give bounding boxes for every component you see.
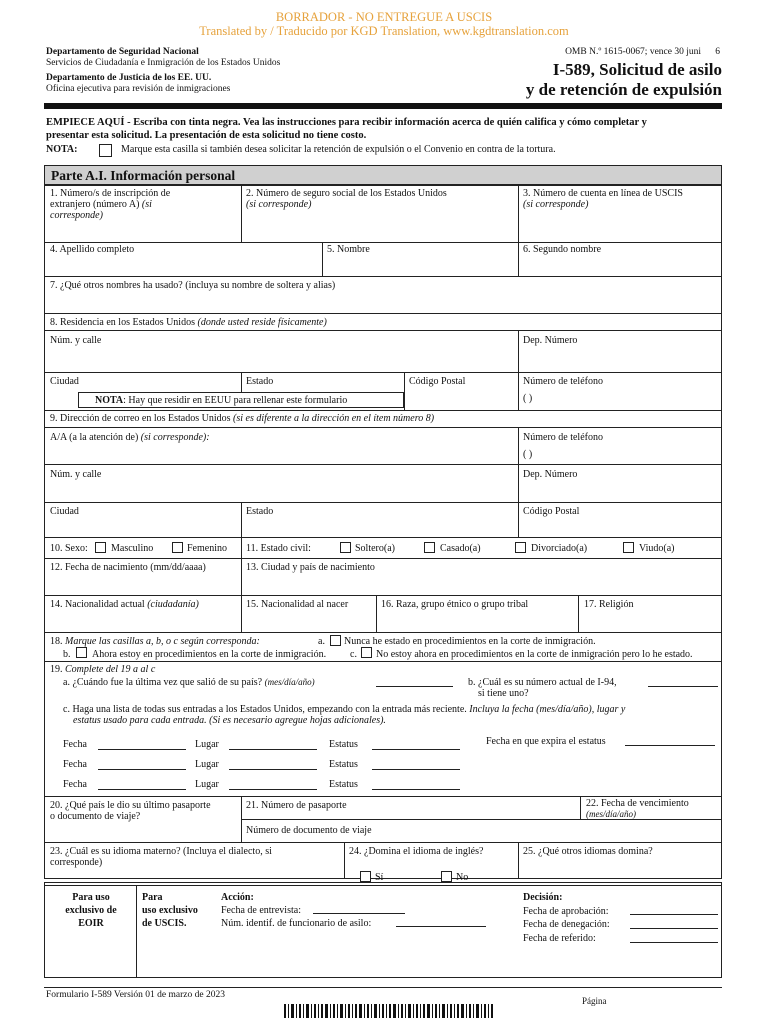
uscis-account-field[interactable] xyxy=(523,188,683,210)
entry2-status-input[interactable] xyxy=(372,769,460,770)
entry1-date-input[interactable] xyxy=(98,749,186,750)
nationality-field[interactable] xyxy=(50,599,199,610)
marital-widowed-label: Viudo(a) xyxy=(639,543,675,554)
mailing-city-field[interactable]: Ciudad xyxy=(50,506,79,517)
q10-label: 10. Sexo: xyxy=(50,543,88,554)
residence-zip-field[interactable]: Código Postal xyxy=(409,376,466,387)
marital-married-label: Casado(a) xyxy=(440,543,481,554)
mailing-apt-field[interactable]: Dep. Número xyxy=(523,469,578,480)
entry1-date-label: Fecha xyxy=(63,739,87,750)
q1-label-c: (si xyxy=(141,199,152,210)
uscis-use-1: Para xyxy=(142,892,163,903)
q9-label-b: (si es diferente a la dirección en el ítem número 8) xyxy=(233,413,435,424)
q3-label-b: (si corresponde) xyxy=(523,199,589,210)
birth-date-field[interactable]: 12. Fecha de nacimiento (mm/dd/aaaa) xyxy=(50,562,206,573)
barcode-image xyxy=(284,1004,494,1018)
q18c-label: No estoy ahora en procedimientos en la corte de inmigración pero lo he estado. xyxy=(376,649,693,660)
q22-format: (mes/día/año) xyxy=(586,809,636,819)
q9-label xyxy=(50,413,434,424)
q1-label: 1. Número/s de inscripción de xyxy=(50,188,171,199)
q23-label-b: corresponde) xyxy=(50,857,103,868)
marital-widowed-checkbox[interactable] xyxy=(623,542,634,553)
residence-state-field[interactable]: Estado xyxy=(246,376,274,387)
q19a-text: a. ¿Cuándo fue la última vez que salió de su país? xyxy=(63,677,263,688)
q18c-checkbox[interactable] xyxy=(361,647,372,658)
q18c-letter: c. xyxy=(350,649,357,660)
uscis-use-label xyxy=(142,891,198,930)
q19-instruction: Complete del 19 a al c xyxy=(65,664,156,675)
q19c-instr2: estatus usado para cada entrada. (Si es necesario agregue hojas adicionales). xyxy=(73,715,386,726)
q19c-instr: Incluya la fecha (mes/día/año), lugar y xyxy=(469,704,626,715)
q1-label-d: corresponde) xyxy=(50,210,103,221)
marital-single-checkbox[interactable] xyxy=(340,542,351,553)
entry2-date-input[interactable] xyxy=(98,769,186,770)
mailing-state-field[interactable]: Estado xyxy=(246,506,274,517)
i94-input[interactable] xyxy=(648,686,718,687)
q8-label-a: 8. Residencia en los Estados Unidos xyxy=(50,317,195,328)
marital-single-label: Soltero(a) xyxy=(355,543,395,554)
referral-date-label: Fecha de referido: xyxy=(523,932,596,944)
q19-label xyxy=(50,664,155,675)
passport-expiry-field[interactable] xyxy=(586,798,689,820)
residence-city-field[interactable]: Ciudad xyxy=(50,376,79,387)
q20-label: 20. ¿Qué país le dio su último pasaporte xyxy=(50,800,211,811)
last-departure-input[interactable] xyxy=(376,686,453,687)
approval-date-input[interactable] xyxy=(630,914,718,915)
passport-country-field[interactable] xyxy=(50,800,211,822)
native-language-field[interactable] xyxy=(50,846,272,868)
agency-block xyxy=(46,47,280,95)
doj-name: Departamento de Justicia de los EE. UU. xyxy=(46,73,212,83)
ssn-field[interactable] xyxy=(246,188,447,210)
denial-date-label: Fecha de denegación: xyxy=(523,919,610,930)
form-title-line2: y de retención de expulsión xyxy=(525,80,722,99)
q19b-label xyxy=(468,677,617,699)
q19-num: 19. xyxy=(50,664,63,675)
action-block xyxy=(221,891,371,930)
english-no-checkbox[interactable] xyxy=(441,871,452,882)
entry3-date-input[interactable] xyxy=(98,789,186,790)
q19a-format: (mes/día/año) xyxy=(264,677,315,687)
intro-instructions xyxy=(46,116,726,142)
birth-place-field[interactable]: 13. Ciudad y país de nacimiento xyxy=(246,562,375,573)
form-version: Formulario I-589 Versión 01 de marzo de 2023 xyxy=(46,990,225,1000)
dhs-name: Departamento de Seguridad Nacional xyxy=(46,47,199,57)
care-of-label-b: (si corresponde): xyxy=(140,432,210,443)
entry3-place-label: Lugar xyxy=(195,779,219,790)
interview-date-label: Fecha de entrevista: xyxy=(221,905,301,916)
mailing-phone-field[interactable]: Número de teléfono xyxy=(523,432,603,443)
english-yes-label: Sí xyxy=(375,872,384,883)
entry1-status-label: Estatus xyxy=(329,739,358,750)
english-no-label: No xyxy=(456,872,469,883)
passport-number-field[interactable]: 21. Número de pasaporte xyxy=(246,800,347,811)
q14-label: 14. Nacionalidad actual xyxy=(50,599,145,610)
q20-label-b: o documento de viaje? xyxy=(50,811,141,822)
q19b-text2: si tiene uno? xyxy=(478,688,529,699)
residence-note xyxy=(95,395,347,406)
entry1-place-input[interactable] xyxy=(229,749,317,750)
q9-label-a: 9. Dirección de correo en los Estados Unidos xyxy=(50,413,231,424)
residence-phone-field[interactable]: Número de teléfono xyxy=(523,376,603,387)
entry2-place-label: Lugar xyxy=(195,759,219,770)
q8-label-b: (donde usted reside físicamente) xyxy=(197,317,327,328)
status-expiry-label: Fecha en que expira el estatus xyxy=(486,736,606,747)
part-header xyxy=(44,165,722,185)
q18a-letter: a. xyxy=(318,636,325,647)
religion-field[interactable]: 17. Religión xyxy=(584,599,634,610)
entry1-place-label: Lugar xyxy=(195,739,219,750)
eoir-name: Oficina ejecutiva para revisión de inmigraciones xyxy=(46,84,231,94)
officer-id-label: Núm. identif. de funcionario de asilo: xyxy=(221,918,372,929)
q19c-text: c. Haga una lista de todas sus entradas a los Estados Unidos, empezando con la entrada más reciente. xyxy=(63,704,467,715)
entry3-place-input[interactable] xyxy=(229,789,317,790)
entry3-date-label: Fecha xyxy=(63,779,87,790)
first-name-field[interactable]: 5. Nombre xyxy=(327,244,370,255)
omb-text: OMB N.º 1615-0067; vence 30 juni xyxy=(565,47,701,57)
omb-number xyxy=(565,47,720,57)
part-title: Parte A.I. Información personal xyxy=(51,168,236,183)
marital-married-checkbox[interactable] xyxy=(424,542,435,553)
interview-date-input[interactable] xyxy=(313,913,405,914)
a-number-field[interactable] xyxy=(50,188,170,221)
residence-note-label: NOTA xyxy=(95,395,124,406)
residence-phone-paren: ( ) xyxy=(523,393,533,404)
decision-label: Decisión: xyxy=(523,892,563,903)
q22-label: 22. Fecha de vencimiento xyxy=(586,798,689,809)
intro-line2: presentar esta solicitud. La presentación de esta solicitud no tiene costo. xyxy=(46,130,367,141)
q18-instruction: Marque las casillas a, b, o c según corresponda: xyxy=(65,636,260,647)
care-of-field[interactable] xyxy=(50,432,210,443)
marital-divorced-checkbox[interactable] xyxy=(515,542,526,553)
denial-date-input[interactable] xyxy=(630,928,718,929)
form-title-line1: I-589, Solicitud de asilo xyxy=(552,60,722,79)
eoir-use-3: EOIR xyxy=(78,918,104,929)
note-text: Marque esta casilla si también desea solicitar la retención de expulsión o el Convenio en contra de la tortura. xyxy=(121,144,556,155)
q3-label: 3. Número de cuenta en línea de USCIS xyxy=(523,188,683,199)
q8-label xyxy=(50,317,327,328)
q2-label: 2. Número de seguro social de los Estados Unidos xyxy=(246,188,447,199)
uscis-use-3: de USCIS. xyxy=(142,918,187,929)
q1-label-b: extranjero (número A) xyxy=(50,199,140,210)
header-rule xyxy=(44,103,722,109)
q2-label-b: (si corresponde) xyxy=(246,199,312,210)
eoir-use-label xyxy=(48,891,134,930)
withholding-checkbox[interactable] xyxy=(99,144,112,157)
entry3-status-label: Estatus xyxy=(329,779,358,790)
entry2-date-label: Fecha xyxy=(63,759,87,770)
draft-banner: BORRADOR - NO ENTREGUE A USCIS xyxy=(275,10,493,24)
entry3-status-input[interactable] xyxy=(372,789,460,790)
translator-credit: Translated by / Traducido por KGD Translation, www.kgdtranslation.com xyxy=(199,24,569,38)
english-yes-checkbox[interactable] xyxy=(360,871,371,882)
intro-note xyxy=(46,144,77,155)
sex-male-checkbox[interactable] xyxy=(95,542,106,553)
referral-date-input[interactable] xyxy=(630,942,718,943)
q19c-label xyxy=(63,704,723,726)
mailing-phone-paren: ( ) xyxy=(523,449,533,460)
residence-street-field[interactable]: Núm. y calle xyxy=(50,335,102,346)
omb-page: 6 xyxy=(715,47,720,57)
officer-id-input[interactable] xyxy=(396,926,486,927)
entry2-place-input[interactable] xyxy=(229,769,317,770)
other-languages-field[interactable]: 25. ¿Qué otros idiomas domina? xyxy=(523,846,653,857)
residence-apt-field[interactable]: Dep. Número xyxy=(523,335,578,346)
eoir-use-1: Para uso xyxy=(72,892,110,903)
q18b-checkbox[interactable] xyxy=(76,647,87,658)
q18-num: 18. xyxy=(50,636,63,647)
action-label: Acción: xyxy=(221,892,254,903)
birth-nationality-field[interactable]: 15. Nacionalidad al nacer xyxy=(246,599,349,610)
middle-name-field[interactable]: 6. Segundo nombre xyxy=(523,244,602,255)
q18b-letter: b. xyxy=(63,649,71,660)
intro-line1: EMPIECE AQUÍ - Escriba con tinta negra. Vea las instrucciones para recibir información acerca de quién califica y cómo completar y xyxy=(46,117,647,128)
q23-label: 23. ¿Cuál es su idioma materno? (Incluya el dialecto, si xyxy=(50,846,272,857)
uscis-name: Servicios de Ciudadanía e Inmigración de los Estados Unidos xyxy=(46,58,281,68)
sex-female-label: Femenino xyxy=(187,543,227,554)
q24-label: 24. ¿Domina el idioma de inglés? xyxy=(349,846,484,857)
approval-date-label: Fecha de aprobación: xyxy=(523,905,609,917)
page-label: Página xyxy=(582,996,607,1006)
last-name-field[interactable]: 4. Apellido completo xyxy=(50,244,135,255)
marital-divorced-label: Divorciado(a) xyxy=(531,543,588,554)
sex-male-label: Masculino xyxy=(111,543,154,554)
residence-note-text: : Hay que residir en EEUU para rellenar este formulario xyxy=(123,395,348,406)
q19a-label xyxy=(63,677,315,688)
mailing-zip-field[interactable]: Código Postal xyxy=(523,506,580,517)
mailing-street-field[interactable]: Núm. y calle xyxy=(50,469,102,480)
q18b-label: Ahora estoy en procedimientos en la corte de inmigración. xyxy=(92,649,327,660)
residence-note-box xyxy=(78,392,404,408)
note-label: NOTA: xyxy=(46,144,78,155)
decision-block xyxy=(523,891,610,945)
q18a-checkbox[interactable] xyxy=(330,635,341,646)
entry2-status-label: Estatus xyxy=(329,759,358,770)
status-expiry-input[interactable] xyxy=(625,745,715,746)
sex-female-checkbox[interactable] xyxy=(172,542,183,553)
uscis-use-2: uso exclusivo xyxy=(142,905,198,916)
entry1-status-input[interactable] xyxy=(372,749,460,750)
care-of-label: A/A (a la atención de) xyxy=(50,432,139,443)
q19b-text: b. ¿Cuál es su número actual de I-94, xyxy=(468,677,617,688)
eoir-use-2: exclusivo de xyxy=(65,905,117,916)
q11-label: 11. Estado civil: xyxy=(246,543,311,554)
travel-doc-number-field[interactable]: Número de documento de viaje xyxy=(246,825,372,836)
q18-label xyxy=(50,636,260,647)
q18a-label: Nunca he estado en procedimientos en la corte de inmigración. xyxy=(344,636,596,647)
other-names-field[interactable]: 7. ¿Qué otros nombres ha usado? (incluya su nombre de soltera y alias) xyxy=(50,280,336,291)
q14-label-b: (ciudadanía) xyxy=(147,599,199,610)
form-title xyxy=(526,60,722,100)
ethnicity-field[interactable]: 16. Raza, grupo étnico o grupo tribal xyxy=(381,599,529,610)
